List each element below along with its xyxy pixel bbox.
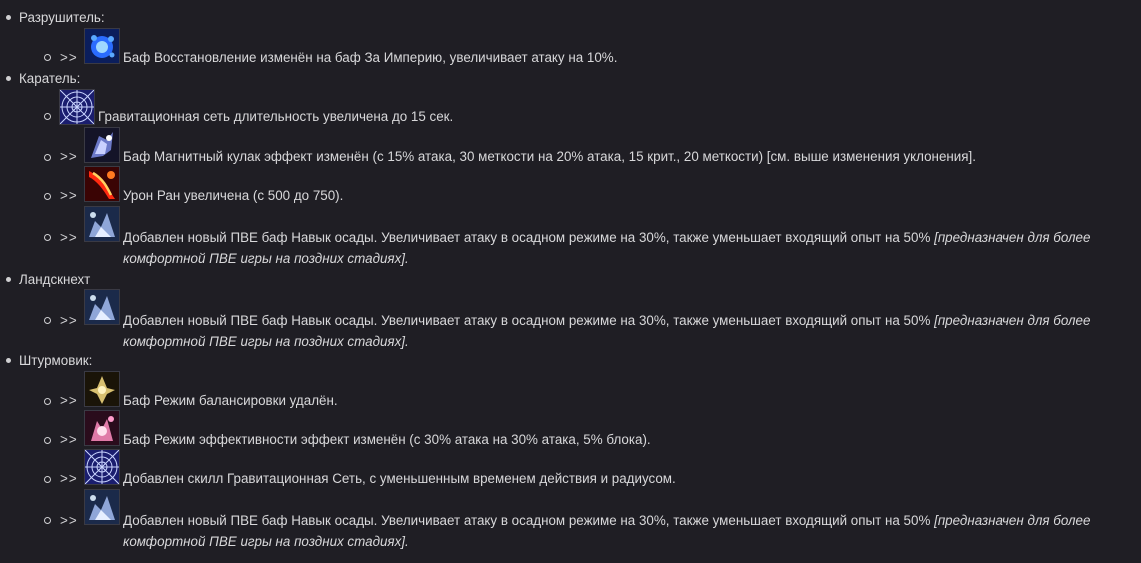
arrows-marker: >> [60,471,78,486]
item-text-block [123,510,1123,552]
list-item [44,410,1124,450]
siege-skill-icon [84,489,120,525]
magnet-fist-icon [84,127,120,163]
item-note: [предназначен для более комфортной ПВЕ игры на поздних стадиях]. [123,513,1091,549]
class-name: Каратель: [19,71,81,86]
list-bullet [6,76,11,81]
sub-bullet [44,517,51,524]
item-text-block [123,227,1123,269]
gravity-web-icon [59,89,95,125]
class-name: Ландскнехт [19,272,91,287]
arrows-marker: >> [60,313,78,328]
blue-orb-icon [84,28,120,64]
arrows-marker: >> [60,230,78,245]
arrows-marker: >> [60,149,78,164]
arrows-marker: >> [60,188,78,203]
item-text: Добавлен скилл Гравитационная Сеть, с уменьшенным временем действия и радиусом. [123,471,676,486]
sub-bullet [44,476,51,483]
arrows-marker: >> [60,432,78,447]
list-bullet [6,15,11,20]
arrows-marker: >> [60,50,78,65]
list-item [44,489,1124,551]
item-text: Добавлен новый ПВЕ баф Навык осады. Увеличивает атаку в осадном режиме на 30%, также уменьшает входящий опыт на 50% [123,313,931,328]
sub-bullet [44,437,51,444]
gravity-web-icon [84,449,120,485]
list-bullet [6,358,11,363]
list-item [44,371,1124,411]
item-text-block [123,310,1123,352]
sub-bullet [44,154,51,161]
list-item [44,206,1124,268]
sub-bullet [44,113,51,120]
item-note: [предназначен для более комфортной ПВЕ игры на поздних стадиях]. [123,230,1091,266]
item-text: Баф Режим балансировки удалён. [123,393,338,408]
list-item [44,28,1124,68]
sub-bullet [44,234,51,241]
arrows-marker: >> [60,393,78,408]
sub-bullet [44,193,51,200]
balance-mode-icon [84,371,120,407]
list-item [44,449,1124,489]
list-bullet [6,277,11,282]
list-item [44,89,1124,125]
list-item [44,127,1124,167]
arrows-marker: >> [60,513,78,528]
class-name: Разрушитель: [19,10,105,25]
item-text: Гравитационная сеть длительность увеличена до 15 сек. [98,109,454,124]
item-note: [предназначен для более комфортной ПВЕ игры на поздних стадиях]. [123,313,1091,349]
fire-slash-icon [84,166,120,202]
item-text: Баф Восстановление изменён на баф За Империю, увеличивает атаку на 10%. [123,50,618,65]
siege-skill-icon [84,206,120,242]
item-text: Добавлен новый ПВЕ баф Навык осады. Увеличивает атаку в осадном режиме на 30%, также уменьшает входящий опыт на 50% [123,513,931,528]
item-text: Урон Ран увеличена (с 500 до 750). [123,188,344,203]
item-text: Баф Магнитный кулак эффект изменён (с 15% атака, 30 меткости на 20% атака, 15 крит., 20 меткости) [см. выше изменения уклонения]. [123,149,976,164]
list-item [44,289,1124,351]
siege-skill-icon [84,289,120,325]
item-text: Баф Режим эффективности эффект изменён (с 30% атака на 30% атака, 5% блока). [123,432,651,447]
efficiency-mode-icon [84,410,120,446]
item-text: Добавлен новый ПВЕ баф Навык осады. Увеличивает атаку в осадном режиме на 30%, также уменьшает входящий опыт на 50% [123,230,931,245]
sub-bullet [44,398,51,405]
sub-bullet [44,317,51,324]
list-item [44,166,1124,206]
sub-bullet [44,54,51,61]
class-name: Штурмовик: [19,353,93,368]
